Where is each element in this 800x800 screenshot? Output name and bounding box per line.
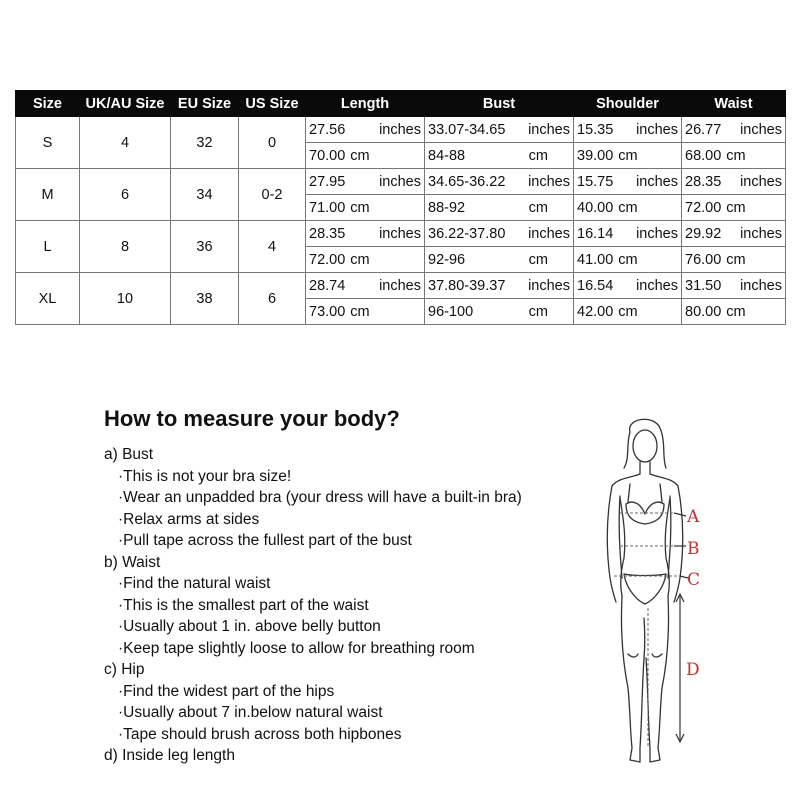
eu-cell: 38	[171, 273, 239, 325]
shoulder-inches-cell: 15.75 inches	[574, 169, 682, 195]
step-waist	[104, 552, 584, 660]
header-us-size: US Size	[239, 91, 306, 117]
eu-cell: 34	[171, 169, 239, 221]
step-line: ·Relax arms at sides	[118, 510, 260, 528]
eu-cell: 36	[171, 221, 239, 273]
label-d: D	[686, 660, 700, 680]
header-eu-size: EU Size	[171, 91, 239, 117]
step-heading: b) Waist	[104, 553, 161, 571]
shoulder-inches-cell: 16.14 inches	[574, 221, 682, 247]
uk-au-cell: 4	[80, 117, 171, 169]
waist-cm-cell: 76.00 cm	[682, 247, 786, 273]
length-inches-cell: 28.35 inches	[306, 221, 425, 247]
shoulder-cm-cell: 42.00 cm	[574, 299, 682, 325]
size-cell: M	[16, 169, 80, 221]
bust-inches-cell: 37.80-39.37 inches	[425, 273, 574, 299]
step-line: ·Usually about 1 in. above belly button	[118, 618, 381, 635]
header-shoulder: Shoulder	[574, 91, 682, 117]
header-waist: Waist	[682, 91, 786, 117]
step-hip	[104, 659, 584, 745]
waist-inches-cell: 31.50 inches	[682, 273, 786, 299]
us-cell: 0-2	[239, 169, 306, 221]
waist-cm-cell: 72.00 cm	[682, 195, 786, 221]
bust-cm-cell: 88-92 cm	[425, 195, 574, 221]
measure-steps	[104, 444, 584, 767]
bust-cm-cell: 84-88 cm	[425, 143, 574, 169]
uk-au-cell: 8	[80, 221, 171, 273]
bust-cm-cell: 92-96 cm	[425, 247, 574, 273]
shoulder-cm-cell: 39.00 cm	[574, 143, 682, 169]
length-cm-cell: 71.00 cm	[306, 195, 425, 221]
label-b: B	[687, 539, 700, 559]
us-cell: 4	[239, 221, 306, 273]
step-line: ·Wear an unpadded bra (your dress will have a built-in bra)	[118, 489, 522, 506]
length-inches-cell: 28.74 inches	[306, 273, 425, 299]
eu-cell: 32	[171, 117, 239, 169]
step-heading: c) Hip	[104, 661, 145, 678]
waist-inches-cell: 29.92 inches	[682, 221, 786, 247]
body-measurement-figure-icon	[590, 418, 720, 773]
step-inside-leg	[104, 745, 584, 767]
header-size: Size	[16, 91, 80, 117]
bust-inches-cell: 34.65-36.22 inches	[425, 169, 574, 195]
length-cm-cell: 70.00 cm	[306, 143, 425, 169]
step-line: ·This is the smallest part of the waist	[118, 596, 369, 614]
waist-inches-cell: 28.35 inches	[682, 169, 786, 195]
table-header-row	[16, 91, 786, 117]
us-cell: 0	[239, 117, 306, 169]
header-uk-au-size: UK/AU Size	[80, 91, 171, 117]
table-row	[16, 169, 786, 195]
step-line: ·Find the natural waist	[118, 575, 271, 592]
table-row	[16, 117, 786, 143]
shoulder-cm-cell: 40.00 cm	[574, 195, 682, 221]
waist-cm-cell: 80.00 cm	[682, 299, 786, 325]
size-cell: S	[16, 117, 80, 169]
step-line: ·Find the widest part of the hips	[118, 682, 335, 700]
header-length: Length	[306, 91, 425, 117]
bust-inches-cell: 36.22-37.80 inches	[425, 221, 574, 247]
step-line: ·Pull tape across the fullest part of the bust	[118, 532, 412, 549]
bust-inches-cell: 33.07-34.65 inches	[425, 117, 574, 143]
step-line: ·Tape should brush across both hipbones	[118, 725, 402, 743]
table-row	[16, 221, 786, 247]
size-chart-table	[15, 90, 786, 325]
label-c: C	[687, 570, 701, 590]
header-bust: Bust	[425, 91, 574, 117]
waist-cm-cell: 68.00 cm	[682, 143, 786, 169]
uk-au-cell: 6	[80, 169, 171, 221]
howto-title: How to measure your body?	[104, 406, 400, 431]
label-a: A	[687, 507, 700, 527]
length-cm-cell: 72.00 cm	[306, 247, 425, 273]
step-heading: a) Bust	[104, 446, 154, 463]
length-inches-cell: 27.56 inches	[306, 117, 425, 143]
length-inches-cell: 27.95 inches	[306, 169, 425, 195]
uk-au-cell: 10	[80, 273, 171, 325]
step-bust	[104, 444, 584, 552]
waist-inches-cell: 26.77 inches	[682, 117, 786, 143]
step-line: ·Keep tape slightly loose to allow for breathing room	[118, 639, 475, 657]
bust-cm-cell: 96-100 cm	[425, 299, 574, 325]
step-line: ·This is not your bra size!	[118, 467, 292, 485]
shoulder-cm-cell: 41.00 cm	[574, 247, 682, 273]
shoulder-inches-cell: 16.54 inches	[574, 273, 682, 299]
us-cell: 6	[239, 273, 306, 325]
step-line: ·Usually about 7 in.below natural waist	[118, 704, 383, 721]
step-heading: d) Inside leg length	[104, 747, 235, 764]
size-cell: L	[16, 221, 80, 273]
table-row	[16, 273, 786, 299]
shoulder-inches-cell: 15.35 inches	[574, 117, 682, 143]
length-cm-cell: 73.00 cm	[306, 299, 425, 325]
size-cell: XL	[16, 273, 80, 325]
